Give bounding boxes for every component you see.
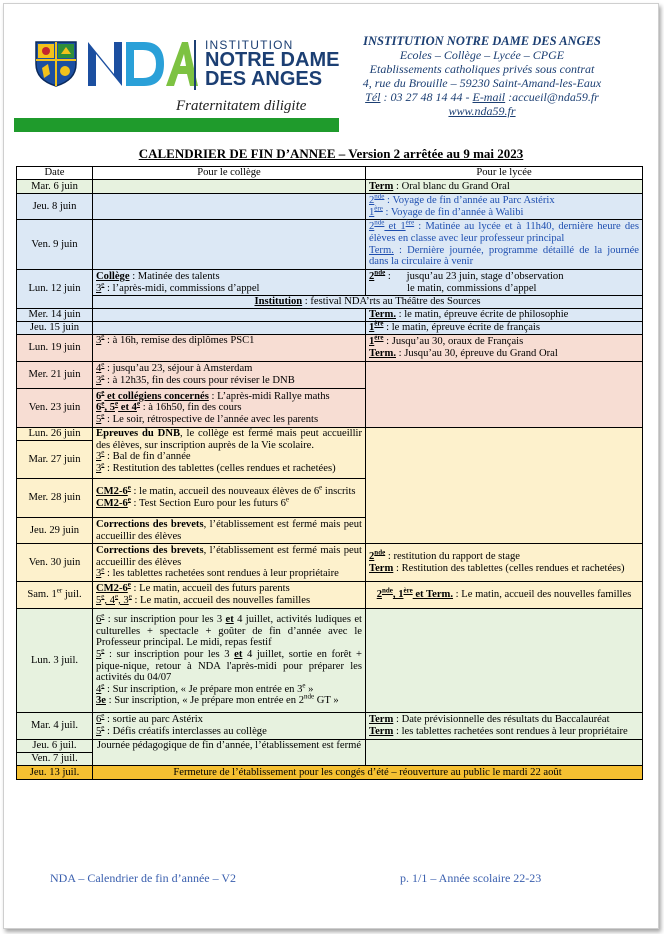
cell-line: [96, 545, 362, 568]
date-cell: Ven. 23 juin: [17, 389, 93, 428]
bold-label: Institution: [254, 296, 303, 308]
footer-page-number: p. 1/1 – Année scolaire 22-23: [400, 871, 542, 885]
date-cell: Mar. 6 juin: [17, 180, 93, 194]
superscript: e: [101, 332, 105, 341]
table-row: [17, 609, 643, 713]
cell-line: [96, 495, 362, 510]
lycee-cell: [366, 220, 643, 270]
cell-text: : Le matin, accueil des futurs parents: [130, 583, 290, 595]
table-row: [17, 322, 643, 335]
logo-name-line-1: NOTRE DAME: [205, 49, 340, 71]
cell-line: [369, 203, 639, 219]
level-label: 4: [96, 363, 102, 375]
superscript: nde: [374, 218, 385, 227]
cell-text: : sortie au parc Astérix: [104, 714, 203, 726]
logo-name-line-2: DES ANGES: [205, 68, 323, 90]
cell-text: GT »: [314, 695, 339, 707]
superscript: ère: [374, 333, 384, 342]
cell-line: [369, 333, 639, 348]
bold-label: CM2-6: [96, 486, 128, 498]
cell-text: 4 juillet, activités ludiques et culturelles + spectacle + goûter de fin d’année avec le Professeur principal. Le midi, repas festif: [96, 614, 363, 649]
cell-line: [96, 611, 363, 649]
bold-label: Corrections des brevets: [96, 518, 204, 530]
college-cell: [93, 582, 366, 609]
level-label: 1: [369, 206, 375, 218]
level-label: 2: [369, 194, 375, 206]
org-name: INSTITUTION NOTRE DAME DES ANGES: [363, 34, 601, 48]
superscript: e: [101, 411, 105, 420]
superscript: e: [115, 399, 119, 408]
table-row: [17, 180, 643, 194]
cell-line: [369, 192, 639, 207]
table-row: [17, 220, 643, 270]
cell-text: : Oral blanc du Grand Oral: [393, 180, 510, 192]
level-label: , 5: [104, 402, 115, 414]
cell-line: [96, 399, 362, 414]
lycee-cell: [366, 609, 643, 713]
level-label: 2: [369, 270, 375, 282]
green-banner: [14, 118, 339, 132]
superscript: e: [101, 723, 105, 732]
superscript: e: [319, 483, 323, 492]
date-cell: Lun. 12 juin: [17, 270, 93, 309]
cell-text: : Sur inscription, « Je prépare mon entrée en 2: [106, 695, 304, 707]
bold-label: Term: [369, 562, 394, 574]
date-text: juil.: [62, 589, 82, 601]
lycee-cell: [366, 335, 643, 362]
lycee-cell: [366, 309, 643, 322]
cell-text: : sur inscription pour les 3: [104, 614, 226, 626]
cell-line: [96, 711, 362, 726]
date-cell: Jeu. 8 juin: [17, 194, 93, 220]
lycee-cell: [366, 544, 643, 582]
college-cell: [93, 609, 366, 713]
cell-text: : les tablettes rachetées sont rendues à leur propriétaire: [393, 726, 628, 737]
lycee-cell: [366, 319, 643, 335]
level-label: Term.: [369, 244, 394, 256]
college-cell: [93, 220, 366, 270]
column-header-date: Date: [17, 167, 93, 180]
bold-label: Epreuves du DNB: [96, 428, 181, 439]
document-title: CALENDRIER DE FIN D’ANNEE – Version 2 arrêtée au 9 mai 2023: [138, 146, 524, 161]
superscript: e: [101, 399, 105, 408]
cell-text: : jusqu’au 23, séjour à Amsterdam: [104, 363, 253, 375]
cell-line: [96, 692, 362, 707]
cell-text: : Matinée au lycée et à 11h40, dernière heure des élèves en classe avec leur professeur principal: [369, 221, 639, 244]
cell-text: : festival NDA’rts au Théâtre des Sources: [302, 296, 481, 308]
cell-line: [96, 448, 362, 463]
cell-text: : le matin, épreuve écrite de philosophie: [395, 309, 569, 321]
bold-label: Term: [369, 726, 394, 737]
lycee-cell: [366, 270, 643, 296]
table-row: [17, 362, 643, 389]
level-label: 6: [96, 714, 102, 726]
superscript: e: [115, 592, 119, 601]
cell-text: : Date prévisionnelle des résultats du Baccalauréat: [393, 714, 610, 726]
cell-line: [369, 348, 639, 360]
bold-label: Term: [369, 180, 394, 192]
full-width-cell: Fermeture de l’établissement pour les congés d’été – réouverture au public le mardi 22 août: [93, 766, 643, 780]
date-cell: Lun. 3 juil.: [17, 609, 93, 713]
date-cell: Mer. 21 juin: [17, 362, 93, 389]
header-contact-block: [352, 34, 612, 118]
cell-line: [369, 563, 639, 575]
level-label: , 3: [118, 595, 129, 606]
cell-line: [369, 268, 639, 283]
level-label: 3: [96, 451, 102, 463]
full-width-cell: [93, 296, 643, 309]
cell-text: : Bal de fin d’année: [104, 451, 191, 463]
level-label: 1: [369, 336, 375, 348]
bold-label: Collège: [96, 270, 130, 282]
cell-text: : Défis créatifs interclasses au collège: [104, 726, 267, 737]
lycee-cell: [366, 180, 643, 194]
college-cell: [93, 194, 366, 220]
lycee-cell: [366, 582, 643, 609]
table-row: [17, 582, 643, 609]
cell-text: : à 12h35, fin des cours pour réviser le DNB: [104, 375, 295, 386]
superscript: e: [101, 388, 105, 397]
superscript: e: [101, 460, 105, 469]
level-label: 4: [96, 683, 102, 695]
superscript: nde: [374, 268, 386, 277]
cell-line: [369, 245, 639, 268]
date-cell: Jeu. 29 juin: [17, 518, 93, 544]
table-row: [17, 335, 643, 362]
college-cell: [93, 180, 366, 194]
college-cell: [93, 479, 366, 518]
cell-text: : à 16h50, fin des cours: [140, 402, 242, 414]
bold-label: et: [234, 648, 243, 660]
cell-text: : Le matin, accueil des nouvelles familles: [131, 595, 311, 606]
superscript: e: [302, 681, 306, 690]
superscript: ère: [374, 203, 383, 212]
email-value[interactable]: :accueil@nda59.fr: [505, 90, 599, 104]
level-label: 6: [96, 614, 102, 626]
lycee-cell: [366, 713, 643, 740]
level-label: 2: [376, 589, 382, 601]
calendar-table: [16, 166, 643, 780]
table-row: [17, 194, 643, 220]
cell-line: [96, 646, 363, 684]
cell-line: [96, 388, 362, 403]
level-label: 3: [96, 462, 102, 474]
superscript: e: [101, 611, 105, 620]
level-label: , 1: [392, 589, 404, 601]
cell-text: : Sur inscription, « Je prépare mon entrée en 3: [104, 683, 303, 695]
level-label: 3: [96, 568, 102, 580]
table-header-row: [17, 167, 643, 180]
date-text: Sam. 1: [27, 589, 57, 601]
cell-line: [96, 580, 362, 595]
superscript: ère: [405, 218, 415, 227]
logo-divider: [194, 40, 196, 90]
footer-document-name: NDA – Calendrier de fin d’année – V2: [50, 871, 237, 885]
cell-text: : Dernière journée, programme détaillé de la journée dans la circulaire à venir: [369, 244, 639, 268]
org-contact-line: [352, 90, 612, 104]
cell-text: : Le soir, rétrospective de l’année avec les parents: [104, 413, 319, 425]
cell-text: »: [305, 683, 314, 695]
email-label: E-mail: [472, 90, 506, 104]
superscript: er: [56, 586, 63, 595]
superscript: e: [101, 448, 105, 457]
superscript: nde: [374, 192, 385, 201]
superscript: e: [101, 565, 105, 574]
cell-line: [96, 279, 362, 295]
superscript: e: [136, 399, 141, 408]
bold-label: Corrections des brevets: [96, 545, 204, 557]
superscript: e: [101, 681, 105, 690]
superscript: e: [127, 483, 131, 492]
superscript: ère: [403, 586, 413, 595]
college-cell: [93, 428, 366, 479]
lycee-cell: [366, 194, 643, 220]
superscript: e: [101, 711, 105, 720]
superscript: e: [101, 360, 105, 369]
table-row: [17, 428, 643, 441]
college-cell: [93, 309, 366, 322]
table-row: [17, 713, 643, 740]
column-header-lycee: Pour le lycée: [366, 167, 643, 180]
level-label: 2: [369, 550, 375, 562]
crest-logo: [34, 40, 78, 88]
table-row: [17, 740, 643, 753]
college-cell: [93, 362, 366, 389]
table-row: [17, 309, 643, 322]
superscript: e: [101, 646, 105, 655]
website-link[interactable]: www.nda59.fr: [448, 104, 516, 118]
cell-text: : Jusqu’au 30, épreuve du Grand Oral: [395, 348, 558, 359]
college-cell: [93, 544, 366, 582]
table-row: [17, 270, 643, 296]
superscript: e: [101, 592, 105, 601]
cell-line: [369, 714, 639, 726]
superscript: e: [285, 495, 290, 504]
superscript: ère: [374, 319, 384, 328]
cell-line: [369, 726, 639, 738]
logo-institution-label: INSTITUTION: [205, 38, 294, 52]
date-cell: Ven. 9 juin: [17, 220, 93, 270]
cell-text: : Restitution des tablettes (celles rendues et rachetées): [393, 562, 625, 574]
lycee-cell: [366, 428, 643, 544]
cell-line: [369, 218, 639, 244]
college-cell: [93, 270, 366, 296]
college-cell: [93, 518, 366, 544]
superscript: e: [127, 495, 131, 504]
table-row: [17, 296, 643, 309]
cell-text: : Voyage de fin d’année au Parc Astérix: [384, 194, 555, 206]
org-levels: Ecoles – Collège – Lycée – CPGE: [399, 48, 565, 62]
level-label: 3: [96, 375, 102, 386]
level-label: 3: [96, 282, 102, 294]
date-cell: Jeu. 15 juin: [17, 322, 93, 335]
column-header-college: Pour le collège: [93, 167, 366, 180]
superscript: nde: [374, 548, 386, 557]
cell-line: [96, 360, 362, 375]
date-cell: Jeu. 13 juil.: [17, 766, 93, 780]
cell-line: [96, 271, 362, 283]
cell-text: , l’établissement est fermé mais peut accueillir des élèves: [96, 545, 362, 568]
superscript: e: [127, 580, 131, 589]
cell-line: [369, 548, 639, 563]
cell-text: : l’après-midi, commissions d’appel: [104, 282, 260, 294]
level-label: et 4: [118, 402, 137, 414]
cell-text: : Voyage de fin d’année à Walibi: [382, 206, 524, 218]
motto: Fraternitatem diligite: [176, 98, 307, 114]
level-label: 6: [96, 390, 102, 402]
college-cell: [93, 322, 366, 335]
date-cell: Mar. 4 juil.: [17, 713, 93, 740]
lycee-cell: [366, 740, 643, 766]
cell-text: : jusqu’au 23 juin, stage d’observation: [385, 270, 564, 282]
cell-text: , l’établissement est fermé mais peut accueillir des élèves: [96, 518, 362, 542]
lycee-cell: [366, 362, 643, 428]
cell-line: [96, 372, 362, 387]
tel-label: Tél: [365, 90, 381, 104]
college-cell: [93, 389, 366, 428]
date-cell: Jeu. 6 juil.: [17, 740, 93, 753]
cell-line: [96, 723, 362, 738]
nda-logo: [86, 36, 198, 90]
cell-text: : le matin, accueil des nouveaux élèves de 6: [130, 486, 320, 498]
date-cell: [17, 582, 93, 609]
org-subtitle: Etablissements catholiques privés sous contrat: [369, 62, 595, 76]
college-cell: [93, 713, 366, 740]
level-label: 5: [96, 595, 102, 606]
level-label: 5: [96, 648, 102, 660]
bold-label: CM2-6: [96, 583, 128, 595]
tel-value: : 03 27 48 14 44 -: [380, 90, 473, 104]
cell-line: [96, 483, 362, 498]
superscript: e: [101, 372, 105, 381]
cell-line: [96, 592, 362, 607]
org-address: 4, rue du Brouille – 59230 Saint-Amand-les-Eaux: [362, 76, 602, 90]
level-label: 1: [369, 322, 375, 334]
college-cell: [93, 332, 366, 362]
college-cell: Journée pédagogique de fin d’année, l’établissement est fermé: [93, 740, 366, 766]
cell-text: : restitution du rapport de stage: [385, 550, 520, 562]
level-label: 6: [96, 402, 102, 414]
cell-text: 4 juillet, sortie en forêt + pique-nique, retour à NDA l'après-midi pour préparer les activités du 04/07: [96, 648, 363, 684]
level-label: 3: [96, 335, 102, 346]
cell-text: : L’après-midi Rallye maths: [208, 390, 330, 402]
superscript: nde: [304, 692, 315, 701]
cell-text: : Le matin, accueil des nouvelles familles: [453, 589, 632, 601]
cell-text: : Test Section Euro pour les futurs 6: [130, 498, 286, 509]
bold-label: et: [225, 614, 234, 626]
level-label: et Term.: [412, 589, 454, 601]
cell-line: [96, 565, 362, 580]
logo-school-name: [205, 51, 339, 89]
date-cell: Ven. 7 juil.: [17, 753, 93, 766]
date-cell: Lun. 26 juin: [17, 428, 93, 441]
cell-text: : sur inscription pour les 3: [104, 648, 235, 660]
cell-text: : Matinée des talents: [129, 270, 220, 282]
cell-text: : à 16h, remise des diplômes PSC1: [104, 335, 255, 346]
cell-line: le matin, commissions d’appel: [407, 282, 537, 294]
level-label: 5: [96, 413, 102, 425]
level-label: 5: [96, 726, 102, 737]
cell-text: : le matin, épreuve écrite de français: [383, 322, 540, 334]
date-cell: Mar. 27 juin: [17, 441, 93, 479]
level-label: 2: [369, 221, 375, 233]
table-row: [17, 544, 643, 582]
cell-line: [96, 411, 362, 426]
cell-line: [96, 460, 362, 475]
cell-line: [96, 681, 362, 696]
table-row: [17, 766, 643, 780]
level-label: 3e: [96, 695, 106, 707]
bold-label: Term.: [369, 309, 396, 321]
date-cell: Lun. 19 juin: [17, 335, 93, 362]
cell-text: : les tablettes rachetées sont rendues à leur propriétaire: [104, 568, 339, 580]
level-label: et 1: [384, 221, 406, 233]
date-cell: Ven. 30 juin: [17, 544, 93, 582]
superscript: nde: [382, 586, 393, 595]
cell-text: : Restitution des tablettes (celles rendues et rachetées): [104, 462, 336, 474]
bold-label: Term: [369, 714, 394, 726]
date-cell: Mer. 28 juin: [17, 479, 93, 518]
bold-label: et collégiens concernés: [104, 390, 209, 402]
cell-text: , le collège est fermé mais peut accueillir des élèves, sur inscription auprès de la Vie scolaire.: [96, 428, 362, 451]
superscript: e: [128, 592, 132, 601]
bold-label: CM2-6: [96, 498, 128, 509]
superscript: e: [101, 279, 105, 288]
level-label: , 4: [104, 595, 115, 606]
date-cell: Mer. 14 juin: [17, 309, 93, 322]
cell-text: inscrits: [322, 486, 356, 498]
bold-label: Term.: [369, 348, 396, 359]
cell-line: [96, 428, 362, 451]
cell-text: : Jusqu’au 30, oraux de Français: [383, 336, 524, 348]
